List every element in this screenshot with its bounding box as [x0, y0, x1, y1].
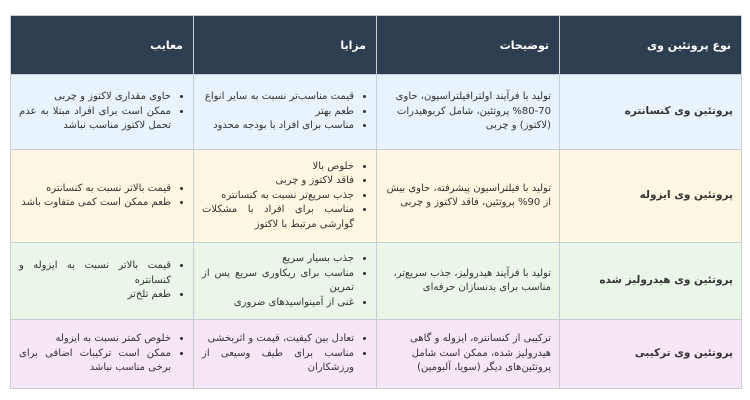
pros-item: • غنی از آمینواسیدهای ضروری: [202, 296, 354, 311]
pros-item: • مناسب برای طیف وسیعی از ورزشکاران: [202, 347, 354, 376]
cons-item: • طعم ممکن است کمی متفاوت باشد: [19, 196, 171, 211]
row-pros: [194, 75, 377, 150]
pros-list: [202, 160, 368, 233]
table-row: [11, 75, 742, 150]
cons-item: • طعم تلخ‌تر: [19, 288, 171, 303]
row-description: تولید با فیلتراسیون پیشرفته، حاوی بیش از 90% پروتئین، فاقد لاکتوز و چربی: [377, 150, 560, 243]
cons-item: • قیمت بالاتر نسبت به کنسانتره: [19, 182, 171, 197]
row-cons: [11, 75, 194, 150]
row-pros: [194, 243, 377, 320]
cons-list: [19, 259, 185, 303]
cons-list: [19, 90, 185, 134]
pros-item: • خلوص بالا: [202, 160, 354, 175]
pros-item: • مناسب برای ریکاوری سریع پس از تمرین: [202, 267, 354, 296]
cons-item: • ممکن است ترکیبات اضافی برای برخی مناسب نباشد: [19, 347, 171, 376]
pros-item: • طعم بهتر: [202, 105, 354, 120]
cons-item: • ممکن است برای افراد مبتلا به عدم تحمل لاکتوز مناسب نباشد: [19, 105, 171, 134]
row-description: ترکیبی از کنسانتره، ایزوله و گاهی هیدرولیز شده، ممکن است شامل پروتئین‌های دیگر (سویا، آلبومین): [377, 320, 560, 389]
row-type: پروتئین وی ترکیبی: [560, 320, 742, 389]
row-type: پروتئین وی هیدرولیز شده: [560, 243, 742, 320]
pros-list: [202, 90, 368, 134]
comparison-table-wrapper: [10, 15, 741, 389]
cons-item: • خلوص کمتر نسبت به ایزوله: [19, 332, 171, 347]
pros-list: [202, 252, 368, 310]
table-row: [11, 150, 742, 243]
row-pros: [194, 320, 377, 389]
table-header-row: [11, 16, 742, 75]
header-pros: مزایا: [194, 16, 377, 75]
pros-item: • جذب سریع‌تر نسبت به کنسانتره: [202, 189, 354, 204]
cons-item: • حاوی مقداری لاکتوز و چربی: [19, 90, 171, 105]
pros-item: • جذب بسیار سریع: [202, 252, 354, 267]
whey-protein-comparison-table: [10, 15, 742, 389]
row-type: پروتئین وی ایزوله: [560, 150, 742, 243]
pros-item: • تعادل بین کیفیت، قیمت و اثربخشی: [202, 332, 354, 347]
table-row: [11, 320, 742, 389]
header-type: نوع پروتئین وی: [560, 16, 742, 75]
header-cons: معایب: [11, 16, 194, 75]
pros-list: [202, 332, 368, 376]
row-cons: [11, 150, 194, 243]
pros-item: • فاقد لاکتوز و چربی: [202, 174, 354, 189]
cons-list: [19, 182, 185, 211]
cons-list: [19, 332, 185, 376]
header-description: توضیحات: [377, 16, 560, 75]
pros-item: • مناسب برای افراد با مشکلات گوارشی مرتبط با لاکتوز: [202, 203, 354, 232]
row-cons: [11, 243, 194, 320]
row-description: تولید با فرآیند اولترافیلتراسیون، حاوی 70-80% پروتئین، شامل کربوهیدرات (لاکتوز) و چربی: [377, 75, 560, 150]
pros-item: • قیمت مناسب‌تر نسبت به سایر انواع: [202, 90, 354, 105]
row-pros: [194, 150, 377, 243]
row-type: پروتئین وی کنسانتره: [560, 75, 742, 150]
row-cons: [11, 320, 194, 389]
pros-item: • مناسب برای افراد با بودجه محدود: [202, 119, 354, 134]
table-row: [11, 243, 742, 320]
cons-item: • قیمت بالاتر نسبت به ایزوله و کنسانتره: [19, 259, 171, 288]
row-description: تولید با فرآیند هیدرولیز، جذب سریع‌تر، مناسب برای بدنسازان حرفه‌ای: [377, 243, 560, 320]
